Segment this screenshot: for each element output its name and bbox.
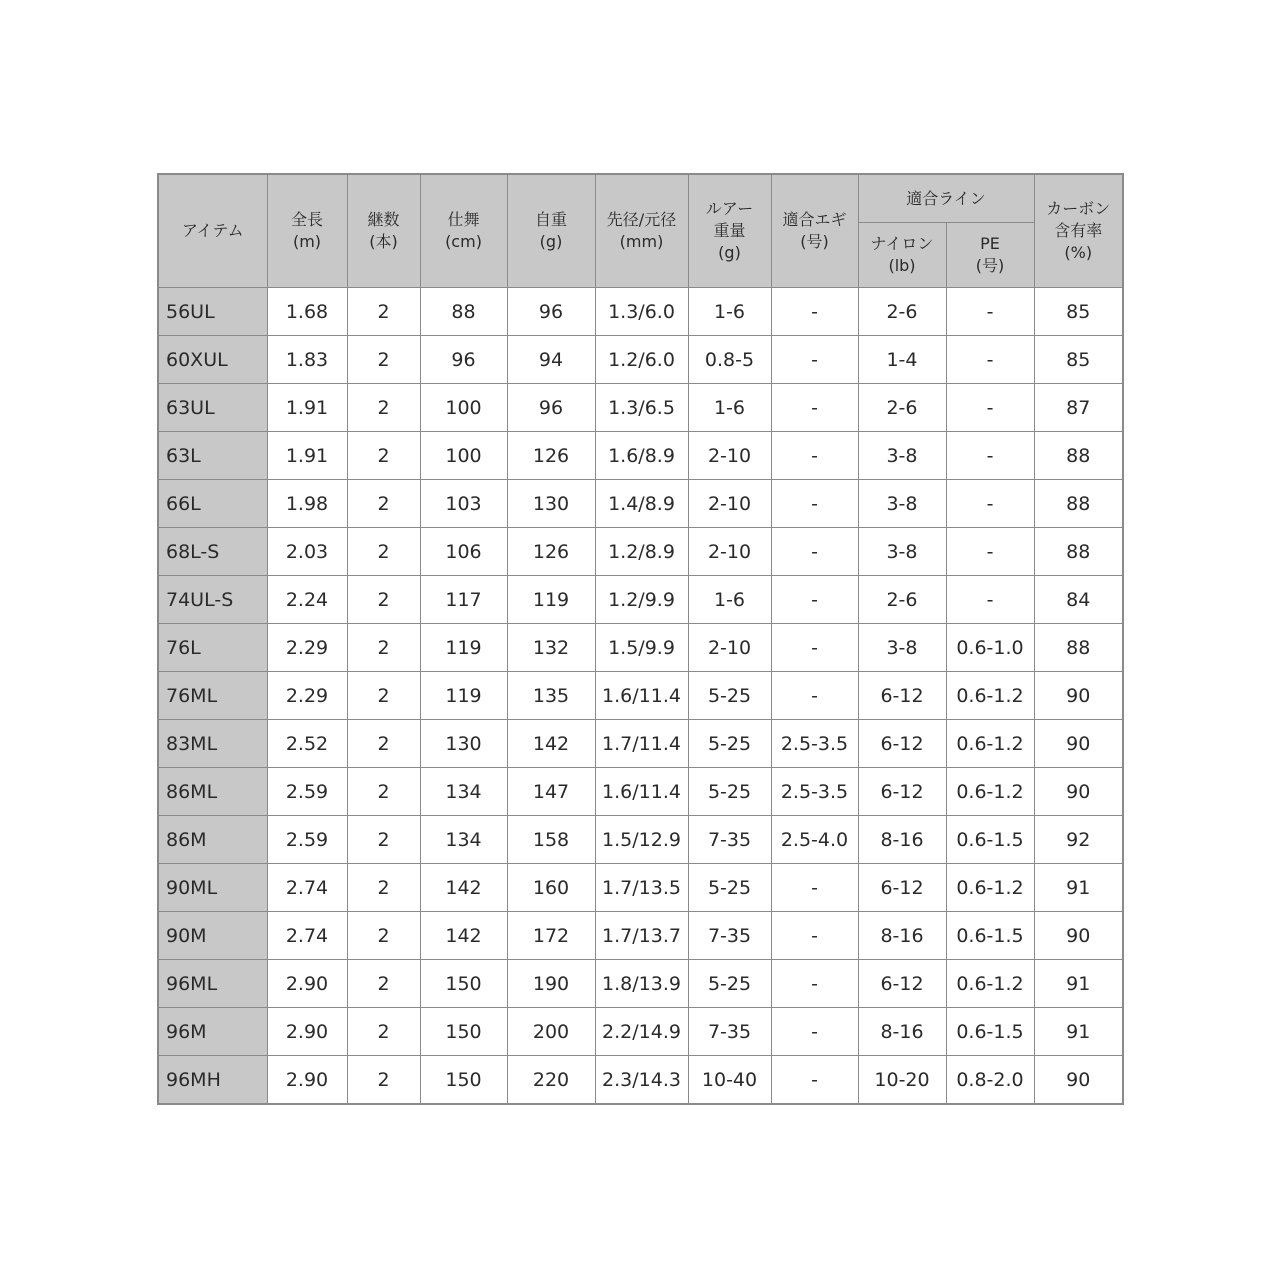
table-cell: 1.8/13.9 — [595, 960, 688, 1008]
item-cell: 86M — [158, 816, 267, 864]
header-nylon: ナイロン (lb) — [858, 223, 946, 288]
table-cell: 90 — [1034, 768, 1123, 816]
table-cell: 2-10 — [688, 432, 771, 480]
table-cell: 10-20 — [858, 1056, 946, 1105]
table-cell: 2 — [347, 960, 420, 1008]
table-cell: 2 — [347, 624, 420, 672]
table-cell: 2 — [347, 768, 420, 816]
table-cell: 6-12 — [858, 768, 946, 816]
table-cell: - — [771, 624, 858, 672]
item-cell: 96M — [158, 1008, 267, 1056]
table-cell: 2-6 — [858, 288, 946, 336]
table-cell: 2-6 — [858, 384, 946, 432]
table-cell: 90 — [1034, 912, 1123, 960]
table-cell: 96 — [420, 336, 507, 384]
table-row — [158, 528, 1123, 576]
table-cell: 0.6-1.2 — [946, 768, 1034, 816]
item-cell: 76ML — [158, 672, 267, 720]
table-cell: 2.3/14.3 — [595, 1056, 688, 1105]
table-cell: 2.29 — [267, 672, 347, 720]
table-cell: 2 — [347, 480, 420, 528]
table-cell: 1.98 — [267, 480, 347, 528]
header-item: アイテム — [158, 174, 267, 288]
table-cell: 1.91 — [267, 432, 347, 480]
table-cell: 2.24 — [267, 576, 347, 624]
table-cell: 106 — [420, 528, 507, 576]
table-cell: 1.3/6.0 — [595, 288, 688, 336]
item-cell: 66L — [158, 480, 267, 528]
table-cell: - — [771, 864, 858, 912]
spec-table — [157, 173, 1124, 1105]
table-cell: 0.8-5 — [688, 336, 771, 384]
table-row — [158, 624, 1123, 672]
table-cell: 1.7/13.7 — [595, 912, 688, 960]
table-cell: 2-10 — [688, 624, 771, 672]
table-cell: - — [771, 528, 858, 576]
table-cell: 5-25 — [688, 864, 771, 912]
table-cell: 2.29 — [267, 624, 347, 672]
table-cell: 2 — [347, 816, 420, 864]
table-cell: 88 — [1034, 480, 1123, 528]
table-cell: 88 — [1034, 528, 1123, 576]
table-cell: 142 — [420, 864, 507, 912]
table-cell: 130 — [420, 720, 507, 768]
table-cell: - — [771, 480, 858, 528]
header-line-group: 適合ライン — [858, 174, 1034, 223]
table-cell: 1.6/11.4 — [595, 672, 688, 720]
table-cell: 1.4/8.9 — [595, 480, 688, 528]
table-cell: 87 — [1034, 384, 1123, 432]
item-cell: 83ML — [158, 720, 267, 768]
table-cell: 135 — [507, 672, 595, 720]
table-cell: 0.6-1.2 — [946, 672, 1034, 720]
table-cell: 2.5-4.0 — [771, 816, 858, 864]
table-cell: - — [946, 384, 1034, 432]
table-cell: 1.3/6.5 — [595, 384, 688, 432]
table-cell: 134 — [420, 768, 507, 816]
table-cell: 1.2/8.9 — [595, 528, 688, 576]
table-cell: 190 — [507, 960, 595, 1008]
table-cell: 2 — [347, 720, 420, 768]
table-cell: 117 — [420, 576, 507, 624]
table-cell: 2.90 — [267, 960, 347, 1008]
table-cell: 85 — [1034, 288, 1123, 336]
table-cell: 0.6-1.0 — [946, 624, 1034, 672]
item-cell: 74UL-S — [158, 576, 267, 624]
table-cell: 0.8-2.0 — [946, 1056, 1034, 1105]
table-row — [158, 480, 1123, 528]
table-row — [158, 960, 1123, 1008]
table-header — [158, 174, 1123, 288]
table-cell: 2.52 — [267, 720, 347, 768]
table-cell: 100 — [420, 384, 507, 432]
table-cell: 2.5-3.5 — [771, 768, 858, 816]
table-cell: 94 — [507, 336, 595, 384]
table-cell: 158 — [507, 816, 595, 864]
table-cell: 8-16 — [858, 912, 946, 960]
table-cell: 88 — [420, 288, 507, 336]
table-cell: 2.59 — [267, 816, 347, 864]
table-cell: - — [771, 432, 858, 480]
table-cell: 0.6-1.2 — [946, 960, 1034, 1008]
table-cell: 220 — [507, 1056, 595, 1105]
table-cell: 90 — [1034, 1056, 1123, 1105]
table-cell: 92 — [1034, 816, 1123, 864]
header-carbon: カーボン 含有率 (%) — [1034, 174, 1123, 288]
table-cell: 2.59 — [267, 768, 347, 816]
header-pe: PE (号) — [946, 223, 1034, 288]
table-body — [158, 288, 1123, 1105]
table-cell: 2 — [347, 336, 420, 384]
table-cell: 5-25 — [688, 960, 771, 1008]
table-cell: 6-12 — [858, 960, 946, 1008]
table-cell: 1.6/11.4 — [595, 768, 688, 816]
table-cell: 160 — [507, 864, 595, 912]
table-cell: - — [946, 480, 1034, 528]
table-cell: 0.6-1.5 — [946, 816, 1034, 864]
table-cell: - — [771, 1056, 858, 1105]
item-cell: 56UL — [158, 288, 267, 336]
table-row — [158, 912, 1123, 960]
table-cell: 91 — [1034, 1008, 1123, 1056]
table-cell: 130 — [507, 480, 595, 528]
table-row — [158, 768, 1123, 816]
table-cell: - — [771, 576, 858, 624]
table-cell: 2-10 — [688, 528, 771, 576]
item-cell: 63UL — [158, 384, 267, 432]
header-pieces: 継数 (本) — [347, 174, 420, 288]
table-cell: - — [946, 288, 1034, 336]
table-cell: 1-6 — [688, 384, 771, 432]
table-cell: 8-16 — [858, 816, 946, 864]
table-cell: 119 — [420, 672, 507, 720]
table-cell: 2-6 — [858, 576, 946, 624]
table-cell: 5-25 — [688, 768, 771, 816]
item-cell: 90ML — [158, 864, 267, 912]
table-cell: 2 — [347, 672, 420, 720]
table-row — [158, 384, 1123, 432]
item-cell: 86ML — [158, 768, 267, 816]
table-cell: 96 — [507, 288, 595, 336]
table-cell: 0.6-1.5 — [946, 1008, 1034, 1056]
table-cell: 5-25 — [688, 672, 771, 720]
item-cell: 96ML — [158, 960, 267, 1008]
header-lure-weight: ルアー 重量 (g) — [688, 174, 771, 288]
table-cell: 2-10 — [688, 480, 771, 528]
table-cell: 88 — [1034, 432, 1123, 480]
table-cell: 172 — [507, 912, 595, 960]
table-row — [158, 816, 1123, 864]
table-cell: 119 — [420, 624, 507, 672]
table-cell: 2.74 — [267, 864, 347, 912]
table-row — [158, 432, 1123, 480]
table-cell: 2 — [347, 288, 420, 336]
table-cell: 2 — [347, 384, 420, 432]
table-cell: 1-6 — [688, 288, 771, 336]
table-cell: 1.5/9.9 — [595, 624, 688, 672]
table-cell: 3-8 — [858, 432, 946, 480]
table-cell: 1.6/8.9 — [595, 432, 688, 480]
table-cell: 134 — [420, 816, 507, 864]
table-cell: 1.68 — [267, 288, 347, 336]
table-cell: - — [771, 912, 858, 960]
table-row — [158, 672, 1123, 720]
table-row — [158, 720, 1123, 768]
table-cell: 150 — [420, 1008, 507, 1056]
table-cell: - — [946, 528, 1034, 576]
table-cell: - — [771, 1008, 858, 1056]
table-cell: 1.2/6.0 — [595, 336, 688, 384]
table-cell: 119 — [507, 576, 595, 624]
table-cell: - — [771, 288, 858, 336]
table-row — [158, 576, 1123, 624]
table-cell: 1.7/11.4 — [595, 720, 688, 768]
table-cell: 90 — [1034, 672, 1123, 720]
table-cell: 7-35 — [688, 1008, 771, 1056]
header-closed-length: 仕舞 (cm) — [420, 174, 507, 288]
table-cell: 6-12 — [858, 672, 946, 720]
table-cell: 126 — [507, 432, 595, 480]
table-cell: 88 — [1034, 624, 1123, 672]
table-cell: - — [771, 672, 858, 720]
table-cell: 2.90 — [267, 1008, 347, 1056]
table-row — [158, 1056, 1123, 1105]
table-cell: 2 — [347, 912, 420, 960]
table-cell: 1.7/13.5 — [595, 864, 688, 912]
table-cell: 1-4 — [858, 336, 946, 384]
table-cell: 100 — [420, 432, 507, 480]
header-diameter: 先径/元径 (mm) — [595, 174, 688, 288]
table-cell: 2 — [347, 1056, 420, 1105]
table-cell: 2.2/14.9 — [595, 1008, 688, 1056]
table-cell: 2 — [347, 1008, 420, 1056]
table-cell: - — [771, 336, 858, 384]
table-row — [158, 1008, 1123, 1056]
table-cell: 91 — [1034, 960, 1123, 1008]
table-cell: 2 — [347, 864, 420, 912]
table-cell: 0.6-1.2 — [946, 720, 1034, 768]
table-cell: 2.90 — [267, 1056, 347, 1105]
header-egi: 適合エギ (号) — [771, 174, 858, 288]
table-cell: 3-8 — [858, 528, 946, 576]
table-cell: 2.03 — [267, 528, 347, 576]
table-cell: - — [946, 576, 1034, 624]
table-cell: 2 — [347, 576, 420, 624]
table-row — [158, 288, 1123, 336]
table-cell: 5-25 — [688, 720, 771, 768]
table-cell: - — [946, 432, 1034, 480]
table-cell: 91 — [1034, 864, 1123, 912]
item-cell: 60XUL — [158, 336, 267, 384]
table-cell: - — [946, 336, 1034, 384]
table-cell: 103 — [420, 480, 507, 528]
table-cell: 150 — [420, 960, 507, 1008]
table-cell: 6-12 — [858, 864, 946, 912]
table-cell: 200 — [507, 1008, 595, 1056]
item-cell: 76L — [158, 624, 267, 672]
table-cell: 0.6-1.5 — [946, 912, 1034, 960]
table-cell: 142 — [420, 912, 507, 960]
table-cell: 84 — [1034, 576, 1123, 624]
header-weight: 自重 (g) — [507, 174, 595, 288]
table-cell: 90 — [1034, 720, 1123, 768]
item-cell: 96MH — [158, 1056, 267, 1105]
table-cell: 1.91 — [267, 384, 347, 432]
table-cell: - — [771, 960, 858, 1008]
item-cell: 63L — [158, 432, 267, 480]
table-row — [158, 864, 1123, 912]
table-cell: 3-8 — [858, 624, 946, 672]
table-row — [158, 336, 1123, 384]
item-cell: 90M — [158, 912, 267, 960]
table-cell: 96 — [507, 384, 595, 432]
item-cell: 68L-S — [158, 528, 267, 576]
table-cell: 7-35 — [688, 912, 771, 960]
table-cell: 142 — [507, 720, 595, 768]
table-cell: 147 — [507, 768, 595, 816]
table-cell: 2.5-3.5 — [771, 720, 858, 768]
table-cell: 3-8 — [858, 480, 946, 528]
table-cell: - — [771, 384, 858, 432]
table-cell: 1-6 — [688, 576, 771, 624]
table-cell: 2 — [347, 432, 420, 480]
table-cell: 6-12 — [858, 720, 946, 768]
table-cell: 150 — [420, 1056, 507, 1105]
table-cell: 2 — [347, 528, 420, 576]
table-cell: 85 — [1034, 336, 1123, 384]
table-cell: 132 — [507, 624, 595, 672]
table-cell: 126 — [507, 528, 595, 576]
table-cell: 0.6-1.2 — [946, 864, 1034, 912]
table-cell: 7-35 — [688, 816, 771, 864]
table-cell: 8-16 — [858, 1008, 946, 1056]
table-cell: 1.83 — [267, 336, 347, 384]
header-length: 全長 (m) — [267, 174, 347, 288]
table-cell: 10-40 — [688, 1056, 771, 1105]
table-cell: 1.5/12.9 — [595, 816, 688, 864]
table-cell: 1.2/9.9 — [595, 576, 688, 624]
table-cell: 2.74 — [267, 912, 347, 960]
